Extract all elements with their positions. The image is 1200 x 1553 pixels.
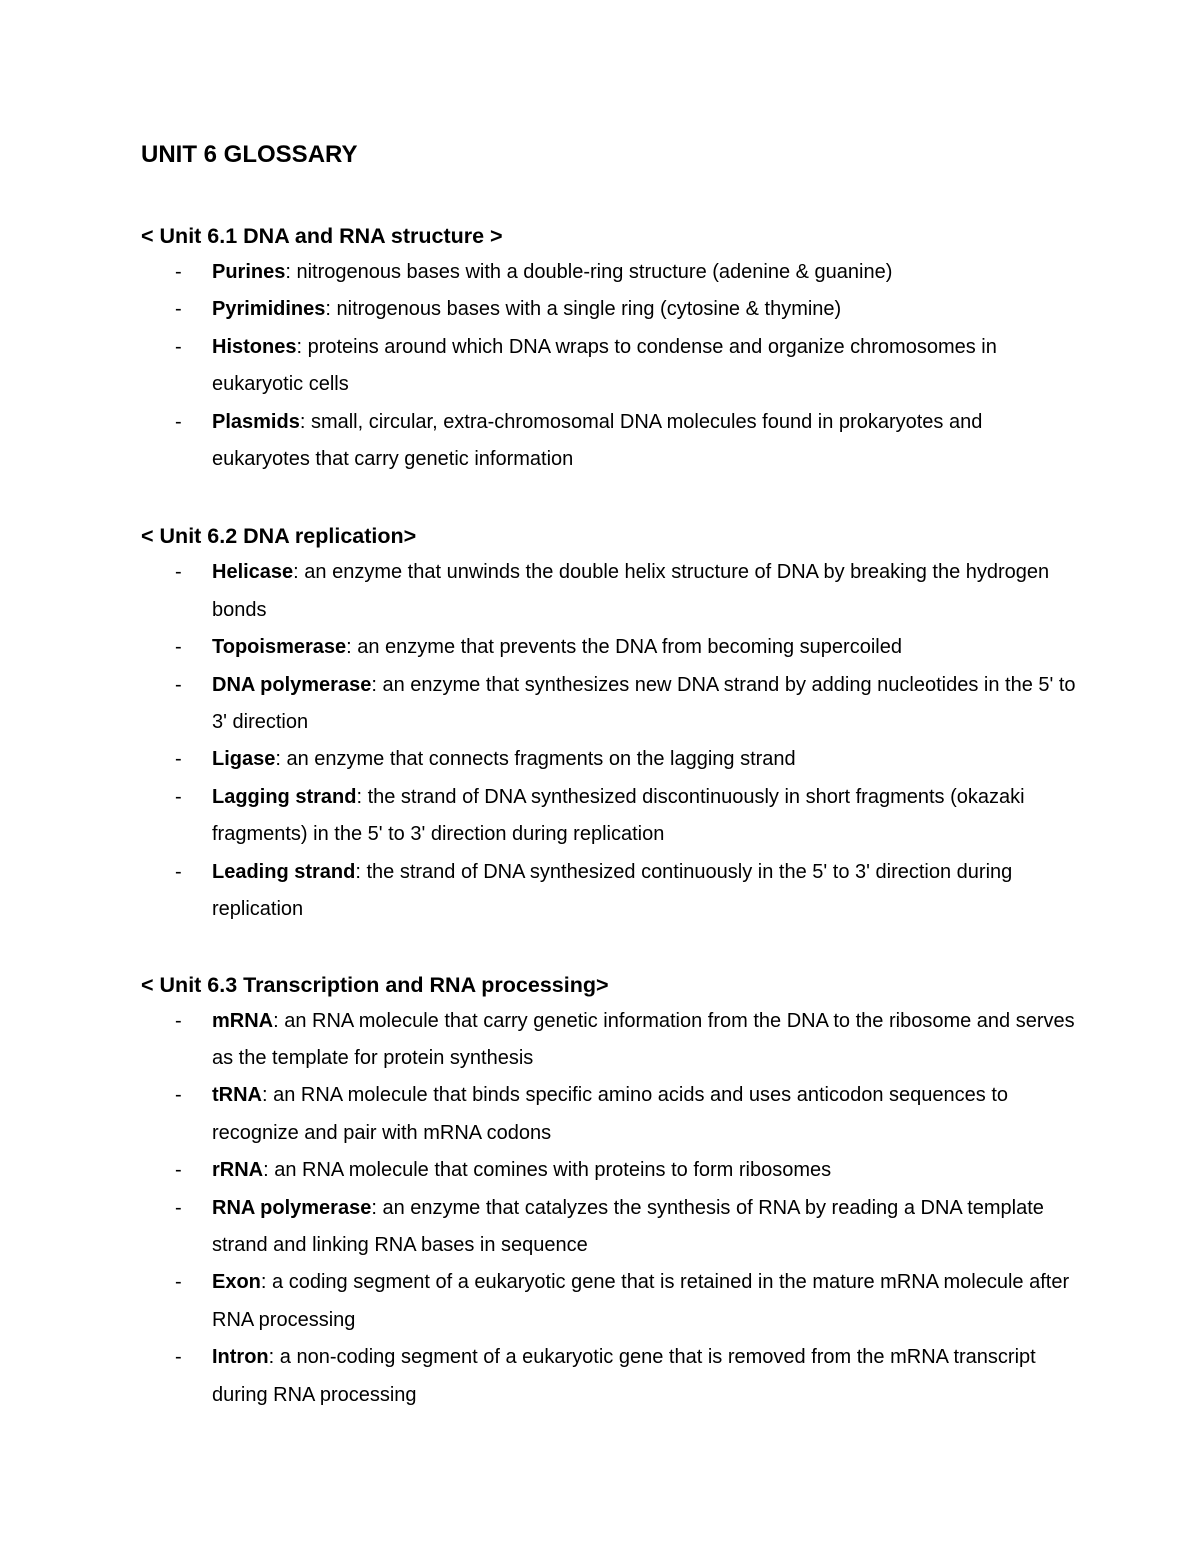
glossary-definition: : an RNA molecule that binds specific amino acids and uses anticodon sequences to recognize and pair with mRNA codons [212, 1084, 1008, 1144]
glossary-term: Pyrimidines [212, 298, 326, 321]
glossary-item-lagging-strand [141, 779, 1080, 854]
glossary-definition: : the strand of DNA synthesized continuously in the 5' to 3' direction during replication [212, 860, 1013, 921]
glossary-item-pyrimidines [141, 291, 1080, 328]
glossary-item-plasmids [141, 404, 1080, 479]
dash-bullet: - [175, 261, 182, 283]
glossary-definition: : an enzyme that prevents the DNA from becoming supercoiled [346, 636, 902, 659]
glossary-item-mrna [141, 1003, 1080, 1078]
glossary-definition: : the strand of DNA synthesized discontinuously in short fragments (okazaki fragments) in the 5' to 3' direction during replication [212, 785, 1025, 846]
document-title: UNIT 6 GLOSSARY [141, 141, 358, 168]
glossary-term: Lagging strand [212, 785, 357, 808]
dash-bullet: - [175, 785, 182, 808]
dash-bullet: - [175, 748, 182, 771]
glossary-item-exon [141, 1264, 1080, 1339]
glossary-item-rrna [141, 1152, 1080, 1189]
glossary-definition: : small, circular, extra-chromosomal DNA molecules found in prokaryotes and eukaryotes that carry genetic information [212, 410, 983, 471]
glossary-item-helicase [141, 554, 1080, 629]
glossary-term: Intron [212, 1346, 269, 1369]
glossary-definition: : proteins around which DNA wraps to condense and organize chromosomes in eukaryotic cells [212, 335, 997, 396]
glossary-item-ligase [141, 741, 1080, 778]
glossary-item-trna [141, 1077, 1080, 1152]
glossary-definition: : a coding segment of a eukaryotic gene that is retained in the mature mRNA molecule after RNA processing [212, 1271, 1070, 1331]
section-transcription [141, 967, 1080, 1414]
glossary-term: Helicase [212, 561, 294, 584]
dash-bullet: - [175, 1271, 182, 1294]
glossary-item-histones [141, 329, 1080, 404]
glossary-item-leading-strand [141, 854, 1080, 929]
dash-bullet: - [175, 335, 182, 358]
glossary-term: Histones [212, 335, 297, 358]
glossary-item-purines [141, 254, 1080, 291]
dash-bullet: - [175, 298, 182, 321]
glossary-definition: : an RNA molecule that comines with proteins to form ribosomes [263, 1159, 832, 1182]
glossary-definition: : an enzyme that synthesizes new DNA strand by adding nucleotides in the 5' to 3' direction [212, 673, 1076, 734]
glossary-term: tRNA [212, 1084, 262, 1107]
dash-bullet: - [175, 1196, 182, 1219]
glossary-definition: : an enzyme that connects fragments on the lagging strand [275, 748, 796, 771]
glossary-term: Purines [212, 261, 286, 283]
glossary-term: mRNA [212, 1009, 274, 1032]
dash-bullet: - [175, 1009, 182, 1032]
glossary-list [141, 254, 1080, 478]
section-heading: < Unit 6.2 DNA replication> [141, 524, 417, 549]
glossary-term: Topoismerase [212, 636, 347, 659]
glossary-item-topoismerase [141, 629, 1080, 666]
dash-bullet: - [175, 1159, 182, 1182]
glossary-term: Exon [212, 1271, 261, 1294]
glossary-list [141, 1003, 1080, 1414]
glossary-term: Leading strand [212, 860, 356, 883]
dash-bullet: - [175, 673, 182, 696]
glossary-item-rna-polymerase [141, 1190, 1080, 1265]
glossary-term: DNA polymerase [212, 673, 372, 696]
dash-bullet: - [175, 636, 182, 659]
section-heading: < Unit 6.1 DNA and RNA structure > [141, 224, 503, 248]
glossary-item-dna-polymerase [141, 667, 1080, 742]
section-heading: < Unit 6.3 Transcription and RNA processing> [141, 972, 609, 997]
dash-bullet: - [175, 561, 182, 584]
glossary-term: rRNA [212, 1159, 264, 1182]
glossary-term: RNA polymerase [212, 1196, 372, 1219]
section-dna-rna-structure [141, 218, 1080, 478]
glossary-definition: : an RNA molecule that carry genetic information from the DNA to the ribosome and serves as the template for protein synthesis [212, 1009, 1075, 1069]
glossary-definition: : nitrogenous bases with a single ring (cytosine & thymine) [325, 298, 842, 321]
glossary-list [141, 554, 1080, 928]
section-dna-replication [141, 518, 1080, 928]
dash-bullet: - [175, 1084, 182, 1107]
glossary-definition: : an enzyme that unwinds the double helix structure of DNA by breaking the hydrogen bonds [212, 561, 1050, 621]
glossary-item-intron [141, 1339, 1080, 1414]
glossary-definition: : an enzyme that catalyzes the synthesis of RNA by reading a DNA template strand and linking RNA bases in sequence [212, 1196, 1044, 1256]
dash-bullet: - [175, 860, 182, 883]
dash-bullet: - [175, 1346, 182, 1369]
glossary-definition: : nitrogenous bases with a double-ring structure (adenine & guanine) [285, 261, 893, 283]
glossary-definition: : a non-coding segment of a eukaryotic gene that is removed from the mRNA transcript during RNA processing [212, 1346, 1036, 1406]
glossary-term: Plasmids [212, 410, 300, 433]
glossary-term: Ligase [212, 748, 276, 771]
dash-bullet: - [175, 410, 182, 433]
